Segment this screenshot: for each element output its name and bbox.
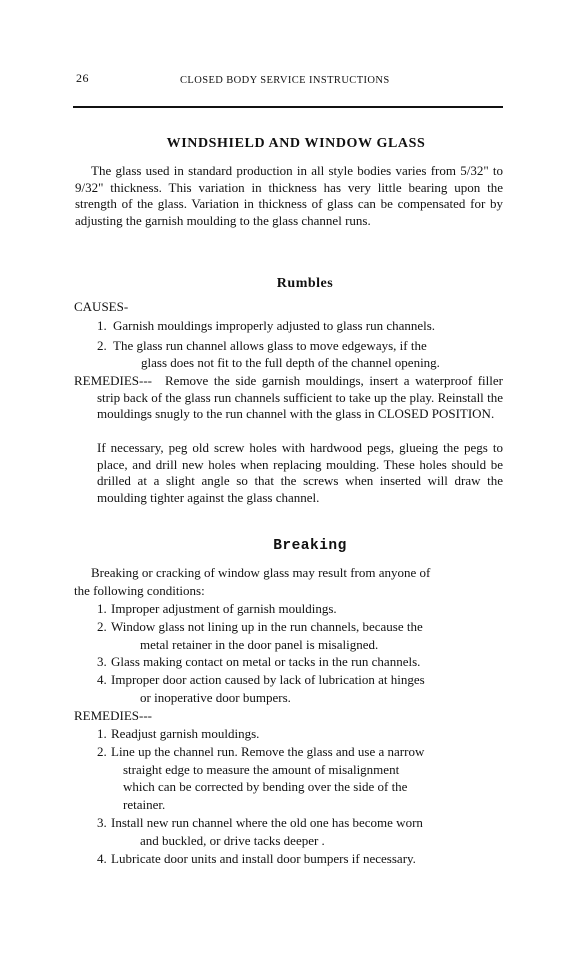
remedy-item-3-continuation: and buckled, or drive tacks deeper . [140,833,325,848]
cause-item-2-continuation: glass does not fit to the full depth of the channel opening. [141,355,440,370]
cause-item-2-number: 2. [97,338,107,353]
condition-item-4-number: 4. [97,672,107,687]
condition-item-1-number: 1. [97,601,107,616]
remedy-item-3-number: 3. [97,815,107,830]
condition-item-4-continuation: or inoperative door bumpers. [140,690,291,705]
condition-item-4-text: Improper door action caused by lack of lubrication at hinges [111,672,425,687]
condition-item-2-continuation: metal retainer in the door panel is misaligned. [140,637,379,652]
section-title: WINDSHIELD AND WINDOW GLASS [166,136,426,151]
breaking-intro-line-2: the following conditions: [74,583,205,598]
remedy-item-4-text: Lubricate door units and install door bumpers if necessary. [111,851,416,866]
remedy-item-2-number: 2. [97,744,107,759]
cause-item-1-text: Garnish mouldings improperly adjusted to glass run channels. [113,318,436,333]
remedy-item-2-continuation-3: retainer. [123,797,166,812]
breaking-heading: Breaking [273,538,347,554]
remedy-item-2-continuation-1: straight edge to measure the amount of misalignment [123,762,400,777]
remedy-item-2-text: Line up the channel run. Remove the glass and use a narrow [111,744,425,759]
condition-item-2-number: 2. [97,619,107,634]
remedy-item-4-number: 4. [97,851,107,866]
condition-item-3-number: 3. [97,654,107,669]
breaking-intro-line-1: Breaking or cracking of window glass may result from anyone of [91,565,431,580]
cause-item-2-text: The glass run channel allows glass to move edgeways, if the [113,338,427,353]
remedy-item-1-text: Readjust garnish mouldings. [111,726,260,741]
remedy-item-2-continuation-2: which can be corrected by bending over the side of the [123,779,408,794]
running-header: CLOSED BODY SERVICE INSTRUCTIONS [180,75,390,86]
condition-item-3-text: Glass making contact on metal or tacks in the run channels. [111,654,421,669]
cause-item-1-number: 1. [97,318,107,333]
intro-paragraph: The glass used in standard production in all style bodies varies from 5/32" to 9/32" thickness. This variation in thickness has very little bearing upon the strength of the glass. Variation in thickness of glass can be compensated for by adjusting the garnish moulding to the glass channel runs. [75,163,503,228]
header-rule [73,106,503,108]
remedy-item-1-number: 1. [97,726,107,741]
remedies-label: REMEDIES--- [74,373,152,388]
rumbles-heading: Rumbles [276,276,334,291]
remedy-paragraph-1: Remove the side garnish mouldings, insert a waterproof filler strip back of the glass run channels sufficient to take up the play. Reinstall the mouldings snugly to the run channel with the glass in CLOSED POSITION. [97,373,503,421]
remedy-paragraph-2: If necessary, peg old screw holes with hardwood pegs, glueing the pegs to place, and drill new holes when replacing moulding. These holes should be drilled at a slight angle so that the screws when inserted will draw the moulding tighter against the glass channel. [97,440,503,505]
breaking-remedies-label: REMEDIES--- [74,708,152,723]
condition-item-1-text: Improper adjustment of garnish mouldings. [111,601,337,616]
condition-item-2-text: Window glass not lining up in the run channels, because the [111,619,423,634]
page-number: 26 [76,71,89,85]
causes-label: CAUSES- [74,299,129,314]
remedy-item-3-text: Install new run channel where the old one has become worn [111,815,423,830]
